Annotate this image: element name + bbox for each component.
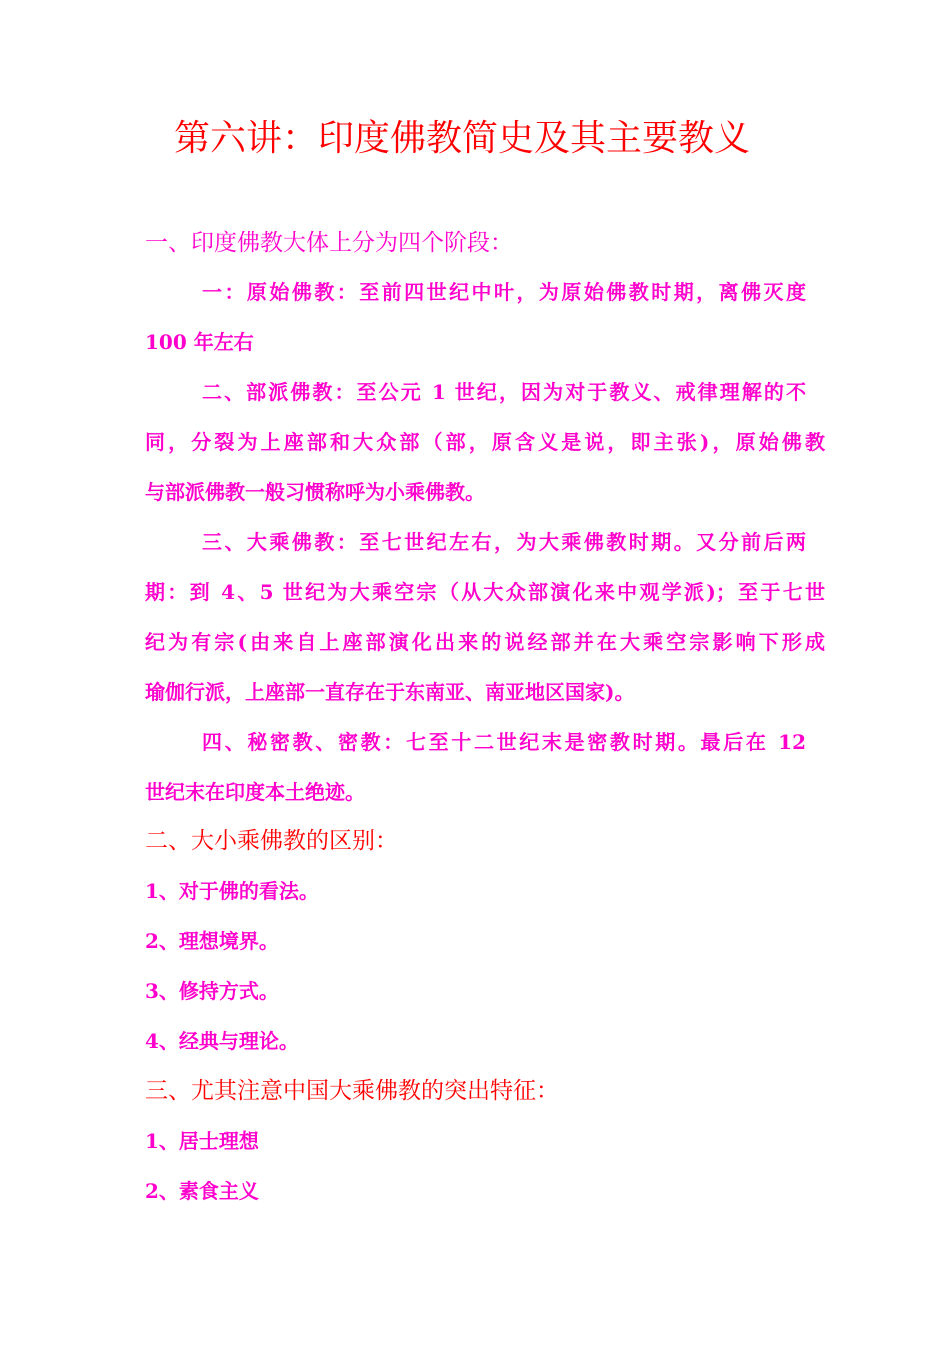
paragraph-line: 瑜伽行派，上座部一直存在于东南亚、南亚地区国家)。	[145, 680, 635, 704]
paragraph-line: 四、秘密教、密教：七至十二世纪末是密教时期。最后在 12	[202, 730, 806, 754]
list-item: 1、对于佛的看法。	[145, 879, 319, 903]
section-heading-1: 一、印度佛教大体上分为四个阶段：	[145, 230, 513, 256]
list-item: 1、居士理想	[145, 1129, 259, 1153]
paragraph-line: 同，分裂为上座部和大众部（部，原含义是说，即主张)，原始佛教	[145, 430, 825, 454]
paragraph-line: 一：原始佛教：至前四世纪中叶，为原始佛教时期，离佛灭度	[202, 280, 806, 304]
paragraph-line: 世纪末在印度本土绝迹。	[145, 780, 365, 804]
paragraph-line: 100 年左右	[145, 330, 254, 354]
paragraph-line: 纪为有宗(由来自上座部演化出来的说经部并在大乘空宗影响下形成	[145, 630, 825, 654]
document-title: 第六讲：印度佛教简史及其主要教义	[173, 118, 750, 159]
paragraph-line: 二、部派佛教：至公元 1 世纪，因为对于教义、戒律理解的不	[202, 380, 806, 404]
list-item: 4、经典与理论。	[145, 1029, 299, 1053]
section-heading-2: 二、大小乘佛教的区别：	[145, 828, 398, 854]
paragraph-line: 三、大乘佛教：至七世纪左右，为大乘佛教时期。又分前后两	[202, 530, 806, 554]
list-item: 2、素食主义	[145, 1179, 259, 1203]
paragraph-line: 期：到 4、5 世纪为大乘空宗（从大众部演化来中观学派)；至于七世	[145, 580, 825, 604]
list-item: 3、修持方式。	[145, 979, 279, 1003]
list-item: 2、理想境界。	[145, 929, 279, 953]
paragraph-line: 与部派佛教一般习惯称呼为小乘佛教。	[145, 480, 485, 504]
section-heading-3: 三、尤其注意中国大乘佛教的突出特征：	[145, 1078, 559, 1104]
